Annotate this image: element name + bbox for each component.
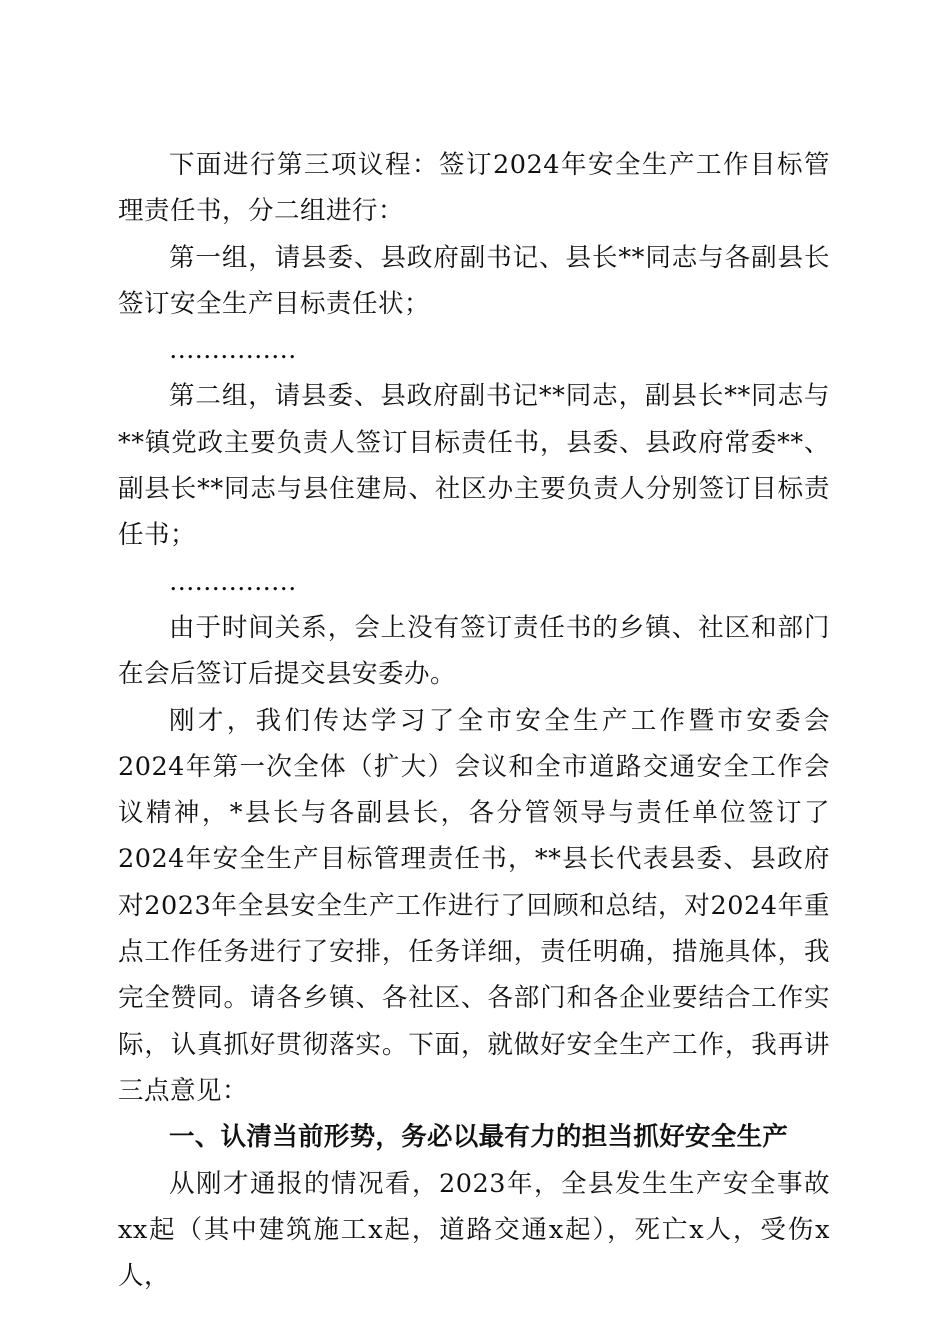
document-page — [118, 142, 830, 1299]
paragraph-agenda-item-three: 下面进行第三项议程：签订2024年安全生产工作目标管理责任书，分二组进行： — [118, 150, 830, 227]
paragraph-time-constraint: 由于时间关系，会上没有签订责任书的乡镇、社区和部门在会后签订后提交县安委办。 — [118, 612, 830, 690]
section-heading-one: 一、认清当前形势，务必以最有力的担当抓好安全生产 — [169, 1122, 789, 1153]
paragraph-group-two: 第二组，请县委、县政府副书记**同志，副县长**同志与**镇党政主要负责人签订目标责任书，县委、县政府常委**、副县长**同志与县住建局、社区办主要负责人分别签订目标责任书； — [118, 381, 830, 551]
ellipsis-line: …………… — [169, 335, 297, 366]
ellipsis-line: …………… — [169, 566, 297, 597]
paragraph-accident-statistics: 从刚才通报的情况看，2023年，全县发生生产安全事故xx起（其中建筑施工x起，道路交通x起），死亡x人，受伤x人， — [118, 1168, 830, 1292]
paragraph-summary: 刚才，我们传达学习了全市安全生产工作暨市安委会2024年第一次全体（扩大）会议和全市道路交通安全工作会议精神，*县长与各副县长，各分管领导与责任单位签订了2024年安全生产目标管理责任书，**县长代表县委、县政府对2023年全县安全生产工作进行了回顾和总结，对2024年重点工作任务进行了安排，任务详细，责任明确，措施具体，我完全赞同。请各乡镇、各社区、各部门和各企业要结合工作实际，认真抓好贯彻落实。下面，就做好安全生产工作，我再讲三点意见： — [118, 705, 830, 1106]
paragraph-group-one: 第一组，请县委、县政府副书记、县长**同志与各副县长签订安全生产目标责任状； — [118, 242, 830, 319]
